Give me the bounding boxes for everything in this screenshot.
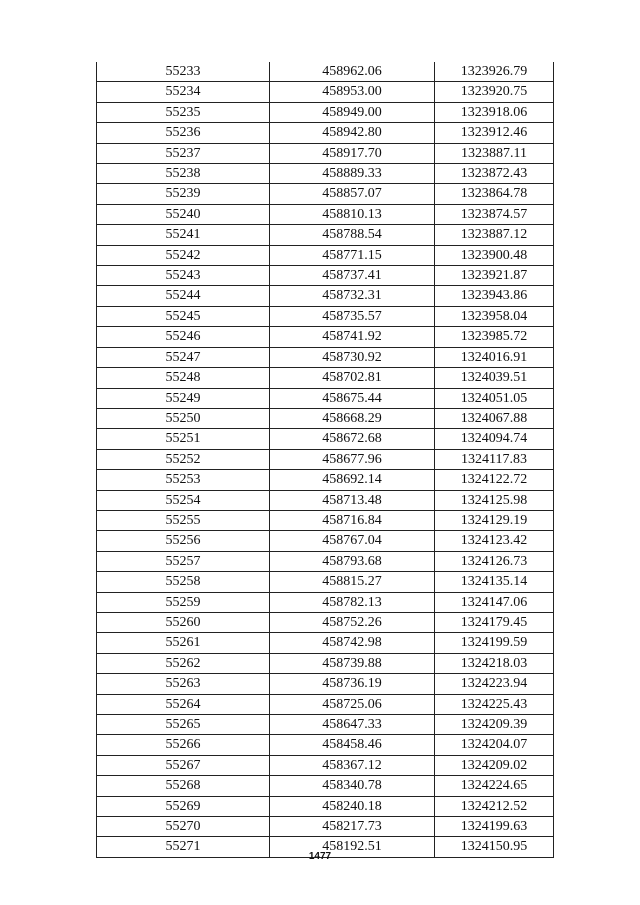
point-id-cell: 55269 [97,796,270,816]
point-id-cell: 55271 [97,837,270,857]
table-row [97,572,554,592]
y-coordinate-cell: 1323920.75 [435,82,554,102]
table-row [97,204,554,224]
coordinates-table [96,62,554,858]
x-coordinate-cell: 458647.33 [270,715,435,735]
point-id-cell: 55238 [97,164,270,184]
x-coordinate-cell: 458741.92 [270,327,435,347]
point-id-cell: 55242 [97,245,270,265]
table-row [97,449,554,469]
y-coordinate-cell: 1324225.43 [435,694,554,714]
x-coordinate-cell: 458771.15 [270,245,435,265]
y-coordinate-cell: 1323900.48 [435,245,554,265]
y-coordinate-cell: 1323921.87 [435,266,554,286]
table-row [97,225,554,245]
x-coordinate-cell: 458692.14 [270,470,435,490]
table-row [97,245,554,265]
table-row [97,388,554,408]
y-coordinate-cell: 1324204.07 [435,735,554,755]
point-id-cell: 55262 [97,653,270,673]
x-coordinate-cell: 458949.00 [270,102,435,122]
point-id-cell: 55241 [97,225,270,245]
x-coordinate-cell: 458736.19 [270,674,435,694]
point-id-cell: 55253 [97,470,270,490]
point-id-cell: 55252 [97,449,270,469]
x-coordinate-cell: 458752.26 [270,612,435,632]
point-id-cell: 55260 [97,612,270,632]
table-row [97,470,554,490]
table-row [97,82,554,102]
table-row [97,408,554,428]
x-coordinate-cell: 458739.88 [270,653,435,673]
point-id-cell: 55263 [97,674,270,694]
table-row [97,592,554,612]
table-row [97,266,554,286]
y-coordinate-cell: 1324094.74 [435,429,554,449]
y-coordinate-cell: 1324223.94 [435,674,554,694]
table-row [97,510,554,530]
x-coordinate-cell: 458737.41 [270,266,435,286]
y-coordinate-cell: 1323926.79 [435,62,554,82]
point-id-cell: 55235 [97,102,270,122]
table-row [97,164,554,184]
x-coordinate-cell: 458788.54 [270,225,435,245]
point-id-cell: 55234 [97,82,270,102]
y-coordinate-cell: 1324179.45 [435,612,554,632]
y-coordinate-cell: 1324218.03 [435,653,554,673]
table-row [97,368,554,388]
point-id-cell: 55268 [97,776,270,796]
x-coordinate-cell: 458782.13 [270,592,435,612]
point-id-cell: 55243 [97,266,270,286]
table-row [97,735,554,755]
table-row [97,612,554,632]
point-id-cell: 55236 [97,123,270,143]
x-coordinate-cell: 458889.33 [270,164,435,184]
table-row [97,429,554,449]
x-coordinate-cell: 458702.81 [270,368,435,388]
y-coordinate-cell: 1324199.63 [435,817,554,837]
point-id-cell: 55251 [97,429,270,449]
y-coordinate-cell: 1324123.42 [435,531,554,551]
point-id-cell: 55258 [97,572,270,592]
point-id-cell: 55237 [97,143,270,163]
point-id-cell: 55250 [97,408,270,428]
y-coordinate-cell: 1324051.05 [435,388,554,408]
y-coordinate-cell: 1323918.06 [435,102,554,122]
y-coordinate-cell: 1323872.43 [435,164,554,184]
x-coordinate-cell: 458668.29 [270,408,435,428]
table-row [97,531,554,551]
x-coordinate-cell: 458192.51 [270,837,435,857]
point-id-cell: 55247 [97,347,270,367]
x-coordinate-cell: 458962.06 [270,62,435,82]
y-coordinate-cell: 1324135.14 [435,572,554,592]
x-coordinate-cell: 458730.92 [270,347,435,367]
point-id-cell: 55266 [97,735,270,755]
point-id-cell: 55259 [97,592,270,612]
table-row [97,776,554,796]
y-coordinate-cell: 1324209.02 [435,755,554,775]
y-coordinate-cell: 1324117.83 [435,449,554,469]
x-coordinate-cell: 458942.80 [270,123,435,143]
point-id-cell: 55261 [97,633,270,653]
table-row [97,653,554,673]
x-coordinate-cell: 458677.96 [270,449,435,469]
x-coordinate-cell: 458815.27 [270,572,435,592]
y-coordinate-cell: 1324209.39 [435,715,554,735]
point-id-cell: 55248 [97,368,270,388]
y-coordinate-cell: 1324126.73 [435,551,554,571]
x-coordinate-cell: 458458.46 [270,735,435,755]
table-row [97,123,554,143]
point-id-cell: 55254 [97,490,270,510]
table-row [97,796,554,816]
x-coordinate-cell: 458340.78 [270,776,435,796]
y-coordinate-cell: 1324125.98 [435,490,554,510]
point-id-cell: 55255 [97,510,270,530]
table-row [97,633,554,653]
point-id-cell: 55244 [97,286,270,306]
point-id-cell: 55249 [97,388,270,408]
y-coordinate-cell: 1324150.95 [435,837,554,857]
point-id-cell: 55239 [97,184,270,204]
point-id-cell: 55233 [97,62,270,82]
x-coordinate-cell: 458240.18 [270,796,435,816]
y-coordinate-cell: 1324147.06 [435,592,554,612]
table-row [97,102,554,122]
x-coordinate-cell: 458725.06 [270,694,435,714]
x-coordinate-cell: 458953.00 [270,82,435,102]
coordinates-table-body [97,62,554,857]
x-coordinate-cell: 458857.07 [270,184,435,204]
y-coordinate-cell: 1323912.46 [435,123,554,143]
point-id-cell: 55245 [97,306,270,326]
y-coordinate-cell: 1323874.57 [435,204,554,224]
y-coordinate-cell: 1324224.65 [435,776,554,796]
y-coordinate-cell: 1323985.72 [435,327,554,347]
y-coordinate-cell: 1323864.78 [435,184,554,204]
table-row [97,286,554,306]
y-coordinate-cell: 1323958.04 [435,306,554,326]
point-id-cell: 55265 [97,715,270,735]
point-id-cell: 55264 [97,694,270,714]
y-coordinate-cell: 1324067.88 [435,408,554,428]
page-number: 1477 [308,851,332,862]
y-coordinate-cell: 1324212.52 [435,796,554,816]
x-coordinate-cell: 458793.68 [270,551,435,571]
table-row [97,184,554,204]
y-coordinate-cell: 1324129.19 [435,510,554,530]
y-coordinate-cell: 1324199.59 [435,633,554,653]
table-row [97,694,554,714]
table-row [97,755,554,775]
point-id-cell: 55246 [97,327,270,347]
x-coordinate-cell: 458735.57 [270,306,435,326]
table-row [97,490,554,510]
x-coordinate-cell: 458917.70 [270,143,435,163]
x-coordinate-cell: 458810.13 [270,204,435,224]
x-coordinate-cell: 458367.12 [270,755,435,775]
y-coordinate-cell: 1323943.86 [435,286,554,306]
x-coordinate-cell: 458675.44 [270,388,435,408]
x-coordinate-cell: 458672.68 [270,429,435,449]
x-coordinate-cell: 458713.48 [270,490,435,510]
table-row [97,715,554,735]
y-coordinate-cell: 1324016.91 [435,347,554,367]
x-coordinate-cell: 458217.73 [270,817,435,837]
point-id-cell: 55256 [97,531,270,551]
x-coordinate-cell: 458716.84 [270,510,435,530]
y-coordinate-cell: 1323887.11 [435,143,554,163]
point-id-cell: 55267 [97,755,270,775]
y-coordinate-cell: 1324122.72 [435,470,554,490]
y-coordinate-cell: 1324039.51 [435,368,554,388]
table-row [97,62,554,82]
x-coordinate-cell: 458742.98 [270,633,435,653]
table-row [97,306,554,326]
y-coordinate-cell: 1323887.12 [435,225,554,245]
table-row [97,817,554,837]
table-row [97,327,554,347]
point-id-cell: 55270 [97,817,270,837]
point-id-cell: 55257 [97,551,270,571]
x-coordinate-cell: 458767.04 [270,531,435,551]
x-coordinate-cell: 458732.31 [270,286,435,306]
point-id-cell: 55240 [97,204,270,224]
table-row [97,347,554,367]
table-row [97,551,554,571]
table-row [97,143,554,163]
table-row [97,674,554,694]
